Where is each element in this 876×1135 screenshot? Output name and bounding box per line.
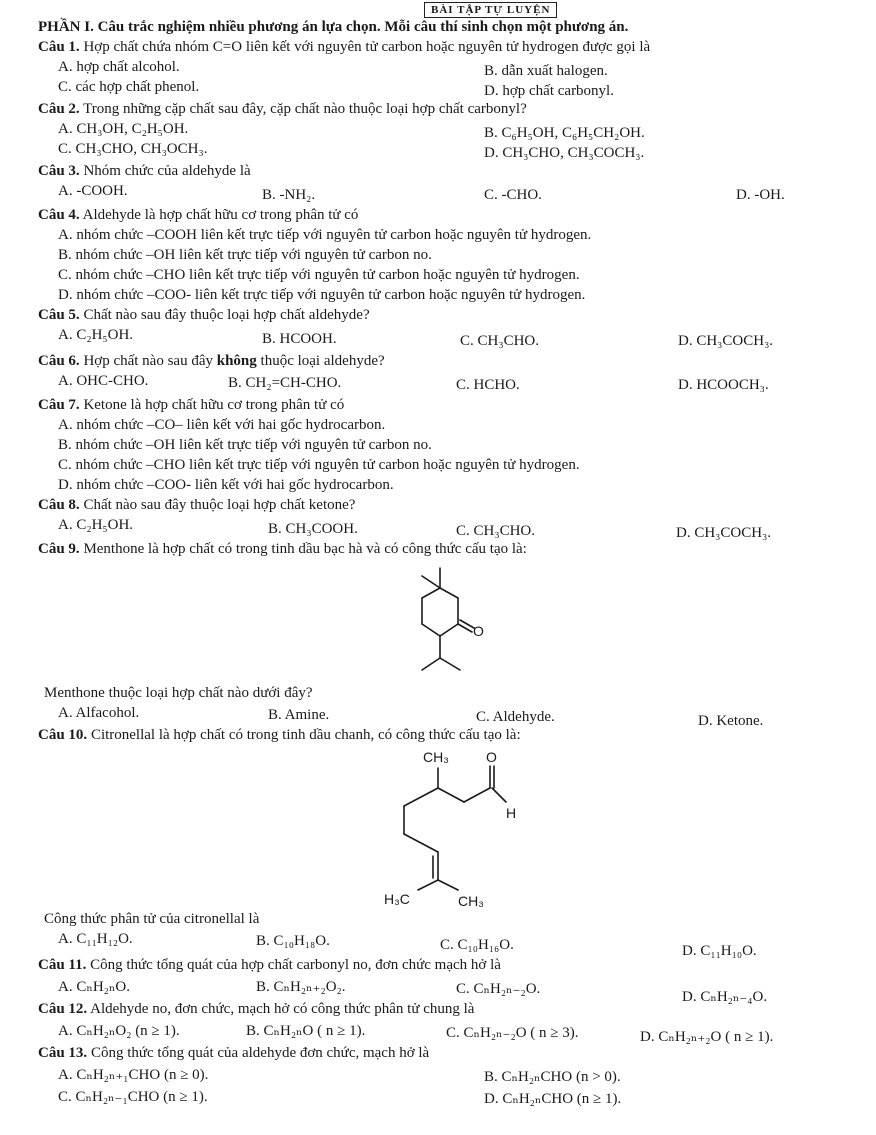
question-13-label: Câu 13. <box>38 1045 88 1061</box>
question-1 <box>38 38 650 56</box>
q8-option-c[interactable]: C. CH₃CHO. <box>456 523 535 539</box>
question-11 <box>38 956 501 974</box>
question-10 <box>38 726 521 744</box>
q6-option-c[interactable]: C. HCHO. <box>456 377 520 393</box>
q3-option-d[interactable]: D. -OH. <box>736 187 785 203</box>
q9-option-a[interactable]: A. Alfacohol. <box>58 705 140 721</box>
q1-option-c[interactable]: C. các hợp chất phenol. <box>58 79 200 95</box>
q5-option-d[interactable]: D. CH₃COCH₃. <box>678 333 774 349</box>
q4-option-b[interactable]: B. nhóm chức –OH liên kết trực tiếp với nguyên tử carbon no. <box>58 247 432 263</box>
question-9-label: Câu 9. <box>38 541 80 557</box>
bond <box>440 658 460 670</box>
question-12-text: Aldehyde no, đơn chức, mạch hở có công thức phân tử chung là <box>90 1001 475 1017</box>
q13-option-b[interactable]: B. CₙH₂ₙCHO (n > 0). <box>484 1069 621 1085</box>
q10-option-d[interactable]: D. C₁₁H₁₀O. <box>682 943 757 959</box>
q5-option-c[interactable]: C. CH₃CHO. <box>460 333 539 349</box>
q13-option-d[interactable]: D. CₙH₂ₙCHO (n ≥ 1). <box>484 1091 622 1107</box>
q13-option-a[interactable]: A. CₙH₂ₙ₊₁CHO (n ≥ 0). <box>58 1067 209 1083</box>
q3-option-c[interactable]: C. -CHO. <box>484 187 542 203</box>
q10-option-c[interactable]: C. C₁₀H₁₆O. <box>440 937 514 953</box>
q2-option-d[interactable]: D. CH₃CHO, CH₃COCH₃. <box>484 145 645 161</box>
q13-option-c[interactable]: C. CₙH₂ₙ₋₁CHO (n ≥ 1). <box>58 1089 208 1105</box>
question-5-text: Chất nào sau đây thuộc loại hợp chất aldehyde? <box>83 307 370 323</box>
q8-option-d[interactable]: D. CH₃COCH₃. <box>676 525 772 541</box>
bond <box>440 624 458 636</box>
oxygen-atom-label: O <box>486 749 497 765</box>
q8-option-a[interactable]: A. C₂H₅OH. <box>58 517 134 533</box>
exercise-header: BÀI TẬP TỰ LUYỆN <box>424 2 557 18</box>
question-4 <box>38 206 358 224</box>
q1-option-b[interactable]: B. dẫn xuất halogen. <box>484 63 608 79</box>
question-8-text: Chất nào sau đây thuộc loại hợp chất ketone? <box>83 497 356 513</box>
question-7 <box>38 396 344 414</box>
question-6-text-emphasis: không <box>216 353 257 369</box>
question-4-label: Câu 4. <box>38 207 80 223</box>
bond <box>422 588 440 598</box>
question-8-label: Câu 8. <box>38 497 80 513</box>
question-7-label: Câu 7. <box>38 397 80 413</box>
q3-option-a[interactable]: A. -COOH. <box>58 183 128 199</box>
question-9-prompt: Menthone thuộc loại hợp chất nào dưới đây? <box>44 685 313 701</box>
bond <box>422 576 440 588</box>
question-12 <box>38 1000 474 1018</box>
q11-option-b[interactable]: B. CₙH₂ₙ₊₂O₂. <box>256 979 346 995</box>
part-title: PHẦN I. Câu trắc nghiệm nhiều phương án lựa chọn. Mỗi câu thí sinh chọn một phương án. <box>38 19 629 35</box>
q2-option-a[interactable]: A. CH₃OH, C₂H₅OH. <box>58 121 189 137</box>
bond <box>492 788 506 802</box>
q11-option-d[interactable]: D. CₙH₂ₙ₋₄O. <box>682 989 768 1005</box>
question-10-text: Citronellal là hợp chất có trong tinh dầu chanh, có công thức cấu tạo là: <box>90 727 521 743</box>
q9-option-c[interactable]: C. Aldehyde. <box>476 709 555 725</box>
ch3-top-label: CH₃ <box>423 749 449 765</box>
citronellal-structure <box>360 746 530 914</box>
q5-option-b[interactable]: B. HCOOH. <box>262 331 337 347</box>
bond <box>404 834 438 852</box>
q6-option-d[interactable]: D. HCOOCH₃. <box>678 377 769 393</box>
question-4-text: Aldehyde là hợp chất hữu cơ trong phân tử có <box>82 207 359 223</box>
question-13-text: Công thức tổng quát của aldehyde đơn chức, mạch hở là <box>90 1045 430 1061</box>
question-9-text: Menthone là hợp chất có trong tinh dầu bạc hà và có công thức cấu tạo là: <box>83 541 527 557</box>
q6-option-a[interactable]: A. OHC-CHO. <box>58 373 149 389</box>
q5-option-a[interactable]: A. C₂H₅OH. <box>58 327 134 343</box>
q12-option-b[interactable]: B. CₙH₂ₙO ( n ≥ 1). <box>246 1023 366 1039</box>
q2-option-c[interactable]: C. CH₃CHO, CH₃OCH₃. <box>58 141 208 157</box>
question-2 <box>38 100 527 118</box>
oxygen-atom-label: O <box>473 623 484 639</box>
bond <box>422 658 440 670</box>
q4-option-a[interactable]: A. nhóm chức –COOH liên kết trực tiếp với nguyên tử carbon hoặc nguyên tử hydrogen. <box>58 227 592 243</box>
q3-option-b[interactable]: B. -NH₂. <box>262 187 316 203</box>
question-2-text: Trong những cặp chất sau đây, cặp chất nào thuộc loại hợp chất carbonyl? <box>83 101 527 117</box>
question-6-text-post: thuộc loại aldehyde? <box>256 353 385 369</box>
menthone-structure <box>380 558 490 688</box>
question-3-text: Nhóm chức của aldehyde là <box>83 163 251 179</box>
q12-option-c[interactable]: C. CₙH₂ₙ₋₂O ( n ≥ 3). <box>446 1025 579 1041</box>
bond <box>404 788 438 806</box>
bond <box>438 788 464 802</box>
bond <box>418 880 438 890</box>
q11-option-a[interactable]: A. CₙH₂ₙO. <box>58 979 130 995</box>
q7-option-a[interactable]: A. nhóm chức –CO– liên kết với hai gốc hydrocarbon. <box>58 417 386 433</box>
q7-option-d[interactable]: D. nhóm chức –COO- liên kết với hai gốc hydrocarbon. <box>58 477 394 493</box>
q9-option-d[interactable]: D. Ketone. <box>698 713 764 729</box>
bond <box>422 624 440 636</box>
ch3-bottom-label: CH₃ <box>458 893 484 909</box>
q2-option-b[interactable]: B. C₆H₅OH, C₆H₅CH₂OH. <box>484 125 645 141</box>
q12-option-a[interactable]: A. CₙH₂ₙO₂ (n ≥ 1). <box>58 1023 180 1039</box>
question-1-label: Câu 1. <box>38 39 80 55</box>
question-11-label: Câu 11. <box>38 957 87 973</box>
q9-option-b[interactable]: B. Amine. <box>268 707 330 723</box>
question-6 <box>38 352 385 370</box>
question-7-text: Ketone là hợp chất hữu cơ trong phân tử có <box>83 397 345 413</box>
question-5 <box>38 306 370 324</box>
question-11-text: Công thức tổng quát của hợp chất carbonyl no, đơn chức mạch hở là <box>90 957 501 973</box>
q7-option-c[interactable]: C. nhóm chức –CHO liên kết trực tiếp với nguyên tử carbon hoặc nguyên tử hydrogen. <box>58 457 580 473</box>
question-12-label: Câu 12. <box>38 1001 88 1017</box>
question-1-text: Hợp chất chứa nhóm C=O liên kết với nguyên tử carbon hoặc nguyên tử hydrogen được gọi là <box>83 39 651 55</box>
q10-option-b[interactable]: B. C₁₀H₁₈O. <box>256 933 330 949</box>
question-6-text-pre: Hợp chất nào sau đây <box>83 353 217 369</box>
h3c-label: H₃C <box>384 891 410 907</box>
question-2-label: Câu 2. <box>38 101 80 117</box>
question-13 <box>38 1044 429 1062</box>
question-3-label: Câu 3. <box>38 163 80 179</box>
question-8 <box>38 496 355 514</box>
question-5-label: Câu 5. <box>38 307 80 323</box>
hydrogen-atom-label: H <box>506 805 517 821</box>
q10-option-a[interactable]: A. C₁₁H₁₂O. <box>58 931 133 947</box>
bond <box>440 588 458 598</box>
q7-option-b[interactable]: B. nhóm chức –OH liên kết trực tiếp với nguyên tử carbon no. <box>58 437 432 453</box>
q8-option-b[interactable]: B. CH₃COOH. <box>268 521 358 537</box>
q1-option-d[interactable]: D. hợp chất carbonyl. <box>484 83 614 99</box>
bond <box>464 788 490 802</box>
question-6-label: Câu 6. <box>38 353 80 369</box>
q4-option-c[interactable]: C. nhóm chức –CHO liên kết trực tiếp với nguyên tử carbon hoặc nguyên tử hydrogen. <box>58 267 580 283</box>
question-10-prompt: Công thức phân tử của citronellal là <box>44 911 260 927</box>
question-3 <box>38 162 251 180</box>
question-10-label: Câu 10. <box>38 727 88 743</box>
q6-option-b[interactable]: B. CH₂=CH-CHO. <box>228 375 342 391</box>
q12-option-d[interactable]: D. CₙH₂ₙ₊₂O ( n ≥ 1). <box>640 1029 774 1045</box>
bond <box>438 880 458 890</box>
q4-option-d[interactable]: D. nhóm chức –COO- liên kết trực tiếp với nguyên tử carbon hoặc nguyên tử hydrogen. <box>58 287 586 303</box>
q11-option-c[interactable]: C. CₙH₂ₙ₋₂O. <box>456 981 541 997</box>
question-9 <box>38 540 527 558</box>
q1-option-a[interactable]: A. hợp chất alcohol. <box>58 59 180 75</box>
